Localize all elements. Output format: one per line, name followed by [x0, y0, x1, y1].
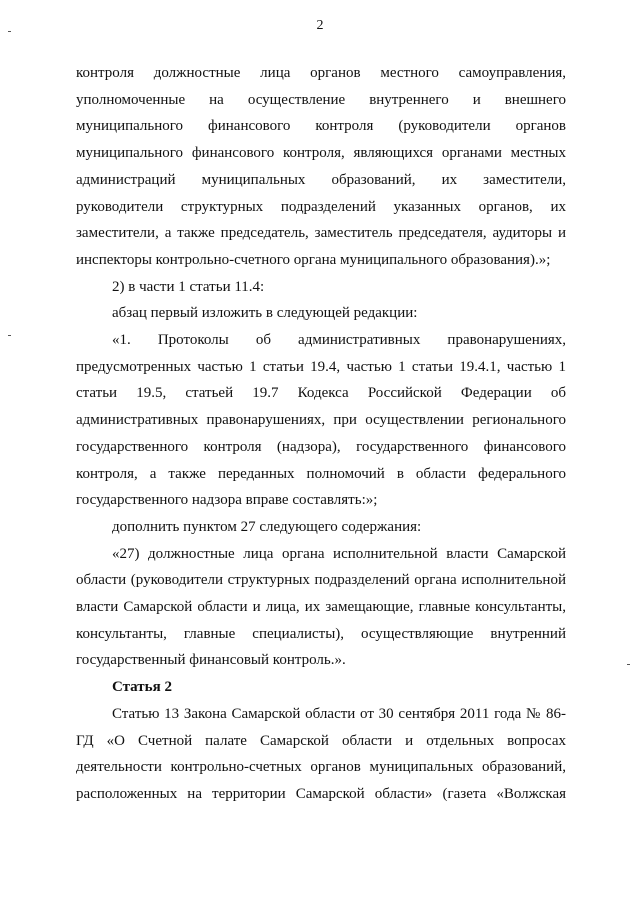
scan-speck: [8, 31, 11, 32]
document-body: [76, 60, 566, 808]
paragraph-add-item-27: дополнить пунктом 27 следующего содержания:: [112, 518, 422, 535]
paragraph-first-abzac: абзац первый изложить в следующей редакции:: [112, 305, 418, 322]
paragraph-item-27: «27) должностные лица органа исполнительной власти Самарской области (руководители структурных подразделений органа исполнительной власти Самарской области и лица, их замещающие, главные консультанты, консультанты, главные специалисты), осуществляющие внутренний государственный финансовый контроль.».: [76, 545, 566, 669]
paragraph-article-13: Статью 13 Закона Самарской области от 30 сентября 2011 года № 86-ГД «О Счетной палате Самарской области и отдельных вопросах деятельности контрольно-счетных органов муниципальных образований, расположенных на территории Самарской области» (газета «Волжская: [76, 705, 566, 802]
paragraph-control-officials: контроля должностные лица органов местного самоуправления, уполномоченные на осуществление внутреннего и внешнего муниципального финансового контроля (руководители органов муниципального финансового контроля, являющихся органами местных администраций муниципальных образований, их заместители, руководители структурных подразделений указанных органов, их заместители, а также председатель, заместитель председателя, аудиторы и инспекторы контрольно-счетного органа муниципального образования).»;: [76, 65, 566, 268]
scan-speck: [627, 664, 630, 665]
paragraph-item-2: 2) в части 1 статьи 11.4:: [112, 278, 265, 295]
scan-speck: [8, 335, 11, 336]
paragraph-protocols: «1. Протоколы об административных правонарушениях, предусмотренных частью 1 статьи 19.4, частью 1 статьи 19.4.1, частью 1 статьи 19.5, статьей 19.7 Кодекса Российской Федерации об административных правонарушениях, при осуществлении регионального государственного контроля (надзора), государственного финансового контроля, а также переданных полномочий в области федерального государственного надзора вправе составлять:»;: [76, 332, 566, 509]
article-2-heading: Статья 2: [112, 679, 172, 696]
page-number: 2: [316, 18, 324, 33]
